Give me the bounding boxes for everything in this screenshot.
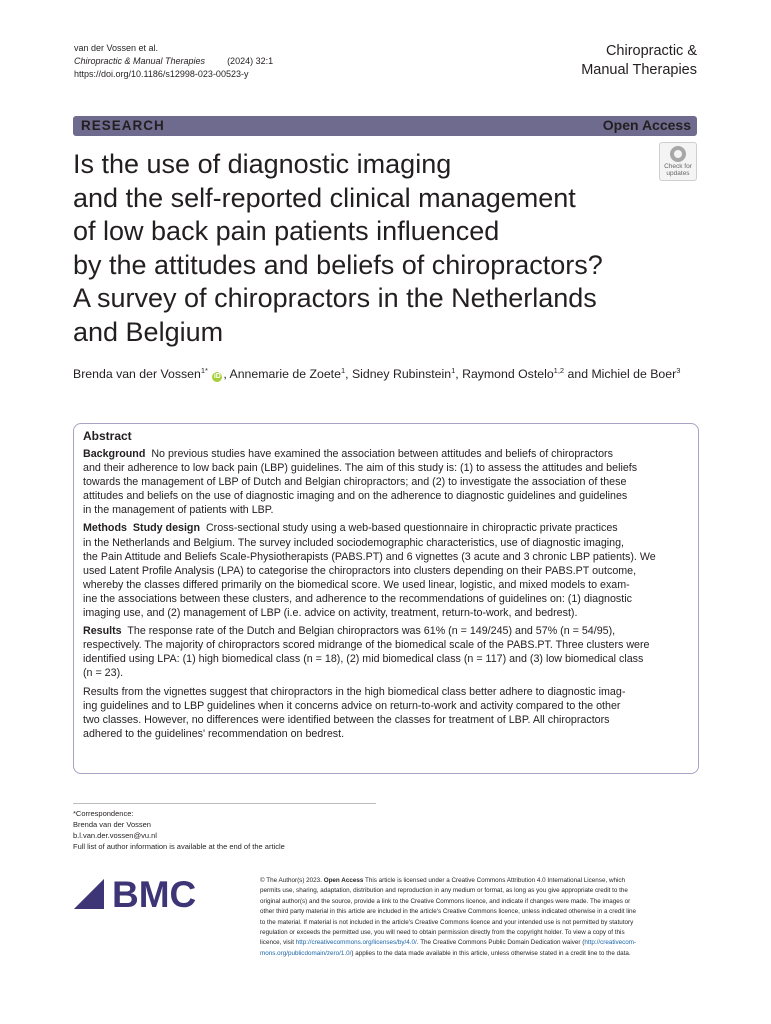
title-line: by the attitudes and beliefs of chiropractors? bbox=[73, 249, 603, 280]
methods-label: Methods bbox=[83, 522, 127, 535]
license-line: regulation or exceeds the permitted use, you will need to obtain permission directly from the copyright holder. To view a copy of this bbox=[260, 929, 625, 937]
correspondence-email[interactable]: b.l.van.der.vossen@vu.nl bbox=[73, 831, 157, 840]
abstract-line: used Latent Profile Analysis (LPA) to categorise the chiropractors into clusters depending on their PABS.PT outcome, bbox=[83, 564, 637, 577]
orcid-icon[interactable]: iD bbox=[213, 373, 221, 381]
crossmark-line2: updates bbox=[666, 170, 690, 177]
license-open-access: Open Access bbox=[323, 877, 364, 884]
license-line: licence, visit bbox=[260, 939, 294, 947]
title-line: and Belgium bbox=[73, 316, 224, 347]
abstract-line: No previous studies have examined the association between attitudes and beliefs of chiropractors bbox=[151, 448, 613, 460]
author-5[interactable]: and Michiel de Boer bbox=[564, 367, 677, 382]
correspondence-note: Full list of author information is available at the end of the article bbox=[73, 842, 285, 851]
abstract-line: adhered to the guidelines' recommendation on bedrest. bbox=[83, 727, 345, 740]
author-2[interactable]: , Annemarie de Zoete bbox=[223, 367, 341, 382]
bmc-logo-text: BMC bbox=[112, 874, 197, 913]
author-4[interactable]: , Raymond Ostelo bbox=[455, 367, 554, 382]
license-line: This article is licensed under a Creative Commons Attribution 4.0 International License, which bbox=[365, 877, 626, 884]
license-text bbox=[260, 876, 698, 959]
abstract-line: imaging use, and (2) management of LBP (i.e. advice on activity, treatment, return-to-work, and bedrest). bbox=[83, 607, 578, 620]
crossmark-line1: Check for bbox=[664, 163, 692, 170]
author-list bbox=[73, 366, 680, 382]
license-url-cc0-end[interactable]: mons.org/publicdomain/zero/1.0/ bbox=[260, 949, 352, 957]
header-doi[interactable]: https://doi.org/10.1186/s12998-023-00523-y bbox=[74, 69, 249, 79]
author-affiliation-sup: 3 bbox=[676, 366, 681, 375]
title-line: A survey of chiropractors in the Netherlands bbox=[73, 283, 597, 313]
article-title bbox=[73, 148, 663, 349]
abstract-line: ine the associations between these clusters, and adherence to the recommendations of guidelines on: (1) diagnostic bbox=[83, 592, 632, 605]
check-for-updates-badge[interactable] bbox=[659, 142, 697, 181]
license-url-cc0-start[interactable]: http://creativecom- bbox=[584, 939, 637, 947]
abstract-methods bbox=[83, 521, 689, 620]
abstract-line: (n = 23). bbox=[83, 667, 124, 680]
license-line: to the material. If material is not included in the article's Creative Commons licence and your intended use is not permitted by statutory bbox=[260, 918, 634, 926]
header-authors: van der Vossen et al. bbox=[74, 43, 159, 53]
title-line: Is the use of diagnostic imaging bbox=[73, 149, 452, 179]
abstract-line: Cross-sectional study using a web-based questionnaire in chiropractic private practices bbox=[205, 522, 618, 535]
abstract-line: attitudes and beliefs on the use of diagnostic imaging and on the adherence to diagnostic guidelines and guidelines bbox=[83, 490, 628, 503]
title-line: of low back pain patients influenced bbox=[73, 216, 500, 246]
abstract-line: the Pain Attitude and Beliefs Scale-Physiotherapists (PABS.PT) and 6 vignettes (3 acute and 3 chronic LBP patients). We bbox=[83, 550, 656, 563]
correspondence-label: *Correspondence: bbox=[73, 809, 134, 818]
author-3[interactable]: , Sidney Rubinstein bbox=[345, 367, 452, 382]
abstract-line: The response rate of the Dutch and Belgian chiropractors was 61% (n = 149/245) and 57% (n = 54/95), bbox=[127, 625, 616, 638]
abstract-background bbox=[83, 447, 689, 517]
crossmark-icon bbox=[670, 146, 686, 162]
author-affiliation-sup: 1,2 bbox=[553, 366, 565, 375]
license-line: . The Creative Commons Public Domain Dedication waiver ( bbox=[416, 939, 585, 947]
running-header bbox=[74, 42, 273, 81]
background-label: Background bbox=[83, 448, 146, 460]
abstract-line: and their adherence to low back pain (LBP) guidelines. The aim of this study is: (1) to assess the attitudes and beliefs bbox=[83, 462, 638, 475]
section-label: RESEARCH bbox=[81, 118, 165, 133]
journal-logo-line1: Chiropractic & bbox=[605, 43, 697, 59]
study-design-label: Study design bbox=[132, 522, 200, 535]
correspondence-block bbox=[73, 808, 285, 852]
abstract-line: Results from the vignettes suggest that chiropractors in the high biomedical class better adhere to diagnostic imag- bbox=[83, 685, 626, 698]
header-citation: (2024) 32:1 bbox=[227, 56, 274, 66]
license-line: other third party material in this article are included in the article's Creative Commons licence, unless indicated otherwise in a credit line bbox=[260, 908, 637, 916]
journal-logo bbox=[581, 42, 697, 80]
abstract-line: towards the management of LBP of Dutch and Belgian chiropractors; and (2) to investigate the association of these bbox=[83, 476, 627, 489]
bmc-logo bbox=[74, 873, 214, 913]
abstract-line: respectively. The majority of chiropractors scored midrange of the biomedical scale of the PABS.PT. Three clusters were bbox=[83, 639, 650, 652]
abstract-line: whereby the classes differed primarily on the biomedical score. We used linear, logistic, and mixed models to exam- bbox=[83, 578, 630, 591]
results-label: Results bbox=[83, 625, 122, 638]
author-affiliation-sup: 1* bbox=[200, 366, 208, 375]
author-1[interactable]: Brenda van der Vossen bbox=[73, 367, 201, 382]
author-affiliation-sup: 1 bbox=[451, 366, 456, 375]
abstract-line: ing guidelines and to LBP guidelines when it concerns advice on return-to-work and activity compared to the other bbox=[83, 699, 621, 712]
abstract-results-continued bbox=[83, 685, 689, 741]
header-journal: Chiropractic & Manual Therapies bbox=[74, 56, 206, 66]
title-line: and the self-reported clinical management bbox=[73, 182, 576, 213]
license-line: ) applies to the data made available in this article, unless otherwise stated in a credit line to the data. bbox=[351, 949, 631, 957]
abstract-line: identified using LPA: (1) high biomedical class (n = 18), (2) mid biomedical class (n = 117) and (3) low biomedical class bbox=[83, 653, 644, 666]
bmc-logo-mark-dark bbox=[74, 879, 104, 909]
abstract-heading: Abstract bbox=[83, 429, 132, 443]
open-access-label: Open Access bbox=[602, 117, 691, 133]
correspondence-name: Brenda van der Vossen bbox=[73, 820, 151, 829]
abstract-results bbox=[83, 624, 689, 680]
journal-logo-line2: Manual Therapies bbox=[581, 62, 697, 78]
abstract-line: in the Netherlands and Belgium. The survey included sociodemographic characteristics, use of diagnostic imaging, bbox=[83, 536, 625, 549]
license-url-cc-by[interactable]: http://creativecommons.org/licenses/by/4.0/ bbox=[295, 939, 417, 947]
footnote-divider bbox=[73, 803, 376, 804]
abstract-box bbox=[73, 423, 699, 774]
license-line: original author(s) and the source, provide a link to the Creative Commons licence, and indicate if changes were made. The images or bbox=[260, 897, 631, 905]
license-line: permits use, sharing, adaptation, distribution and reproduction in any medium or format, as long as you give appropriate credit to the bbox=[260, 887, 628, 895]
abstract-line: two classes. However, no differences were identified between the classes for treatment of LBP. All chiropractors bbox=[83, 713, 610, 726]
license-copyright: © The Author(s) 2023. bbox=[260, 877, 322, 884]
section-banner bbox=[73, 116, 697, 136]
author-affiliation-sup: 1 bbox=[340, 366, 346, 375]
abstract-line: in the management of patients with LBP. bbox=[83, 504, 274, 517]
